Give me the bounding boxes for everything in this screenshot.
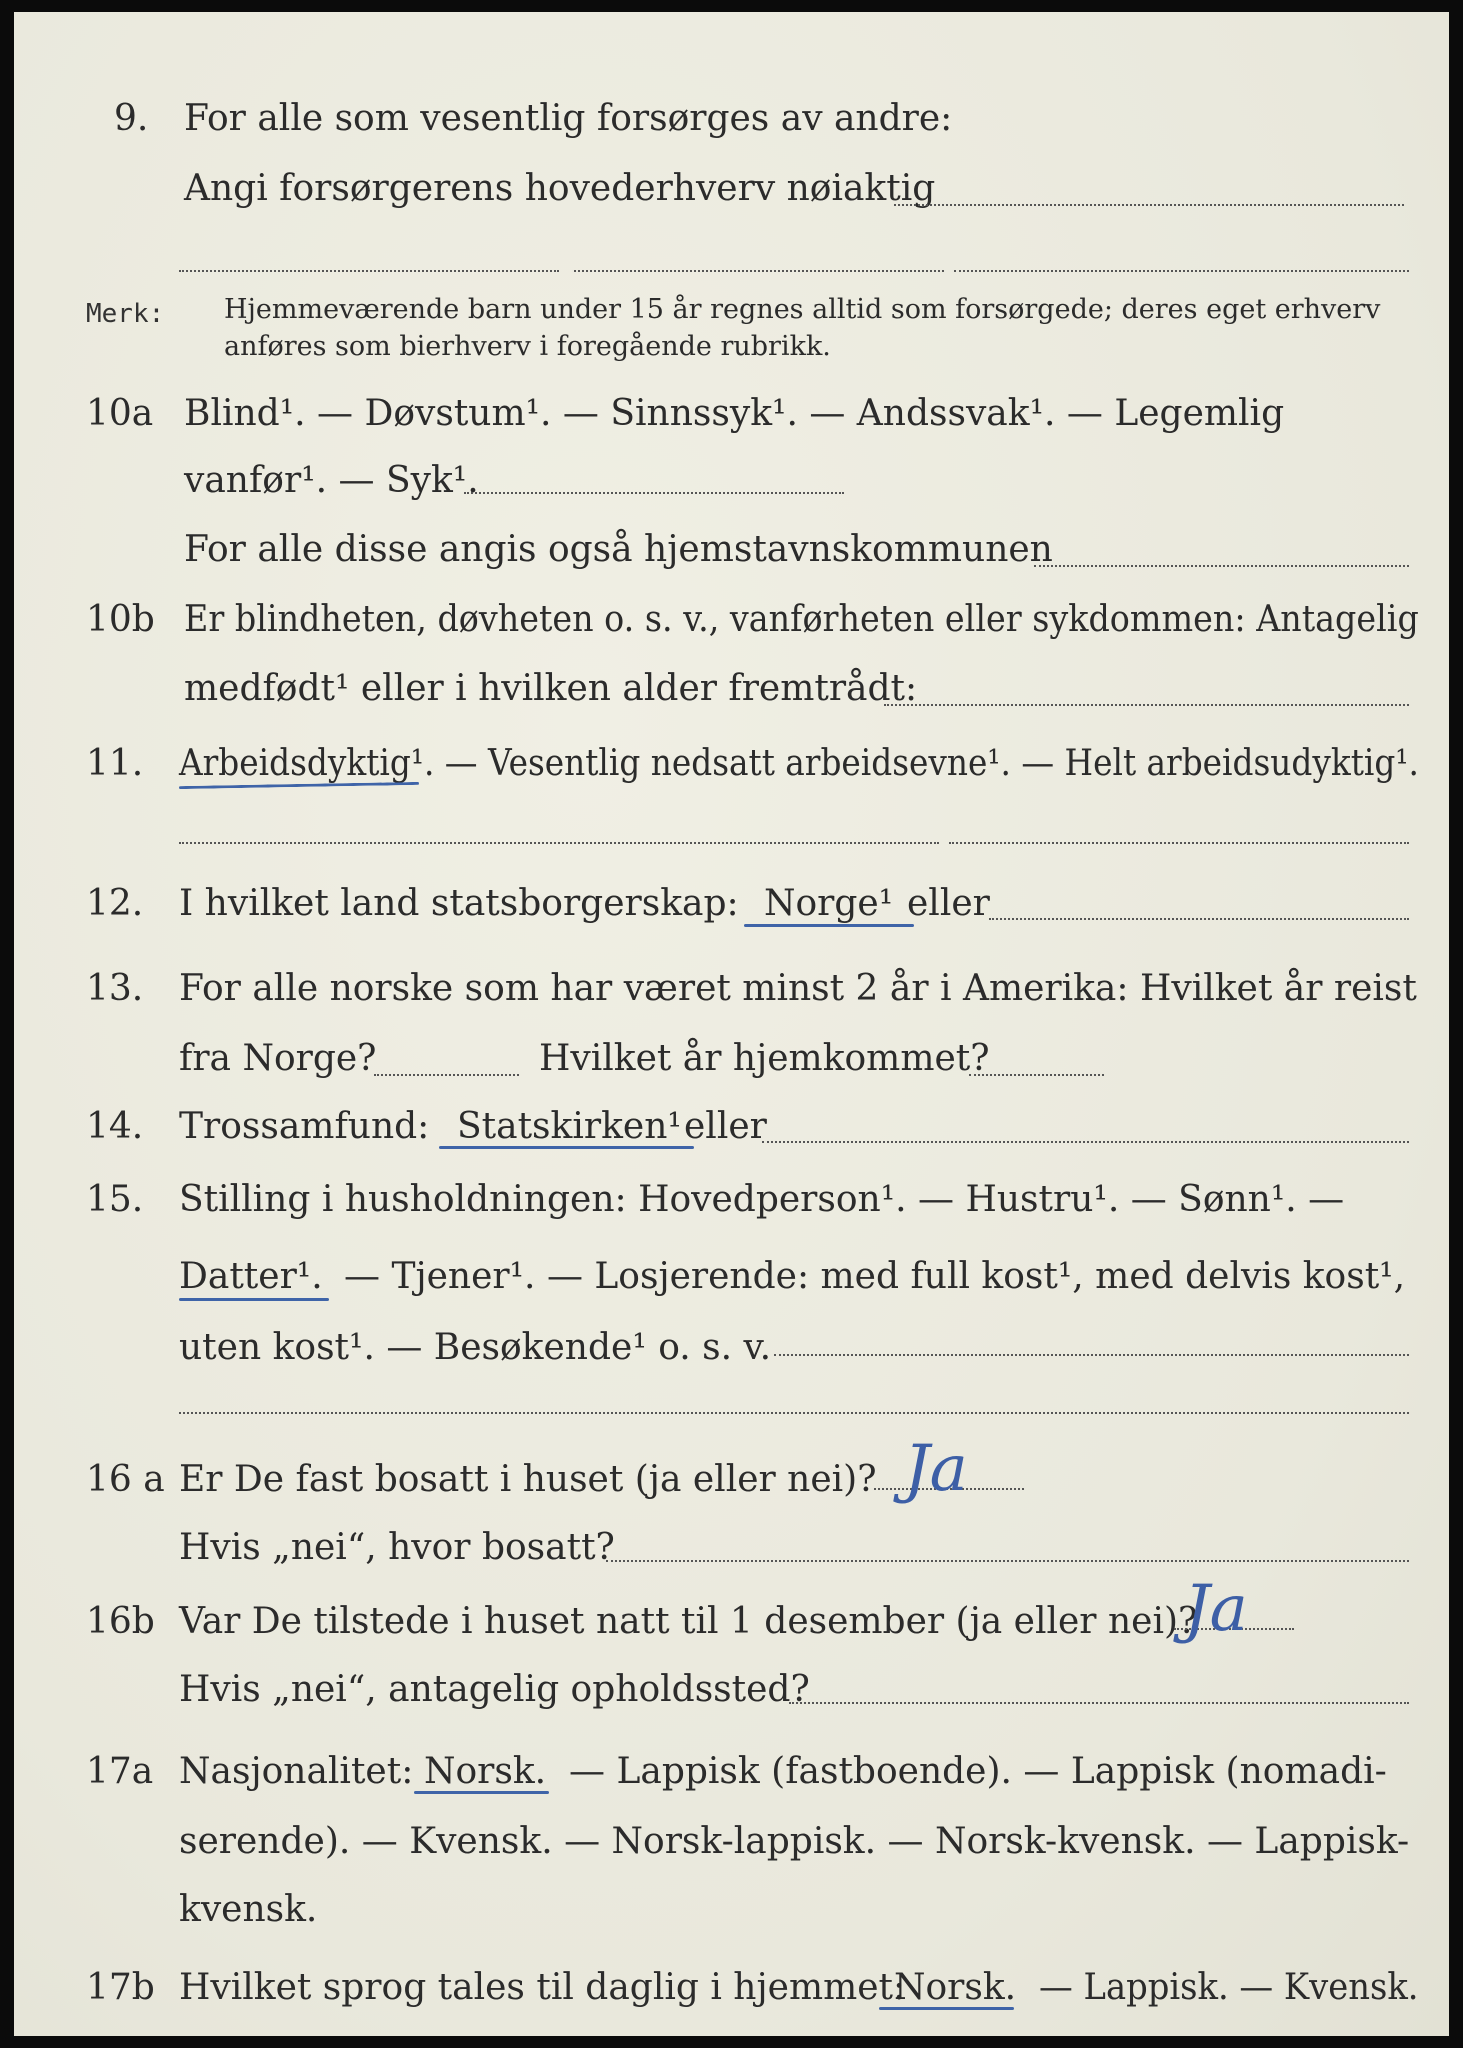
item-13-right-question: Hvilket år hjemkommet? <box>539 1038 990 1079</box>
item-17b-line: — Lappisk. — Kvensk. <box>1039 1967 1419 2008</box>
item-16a-line-1: Er De fast bosatt i huset (ja eller nei)? <box>179 1459 877 1500</box>
item-number-15: 15. <box>86 1179 144 1220</box>
note-line-2: anføres som bierhverv i foregående rubrikk. <box>224 331 831 362</box>
item-15-option-datter: Datter¹. <box>179 1256 323 1297</box>
item-10b-line-1: Er blindheten, døvheten o. s. v., vanførheten eller sykdommen: Antagelig <box>184 599 1419 640</box>
item-17a-line-2: serende). — Kvensk. — Norsk-lappisk. — Norsk-kvensk. — Lappisk- <box>179 1821 1410 1862</box>
item-16a-handwritten-answer: Ja <box>904 1432 968 1506</box>
item-number-9: 9. <box>114 98 149 139</box>
item-16a-residence-line <box>606 1560 1409 1562</box>
item-17a-answer-underline <box>414 1791 549 1794</box>
item-17a-line-1: — Lappisk (fastboende). — Lappisk (nomadi- <box>569 1751 1387 1792</box>
item-14-suffix: eller <box>684 1106 767 1147</box>
item-16a-line-2: Hvis „nei“, hvor bosatt? <box>179 1527 615 1568</box>
item-10a-line-1: Blind¹. — Døvstum¹. — Sinnssyk¹. — Andssvak¹. — Legemlig <box>184 393 1285 434</box>
note-label: Merk: <box>86 299 165 329</box>
item-15-line-1: Stilling i husholdningen: Hovedperson¹. — Hustru¹. — Sønn¹. — <box>179 1179 1345 1220</box>
item-13-departure-year-line <box>374 1074 519 1076</box>
item-14-prefix: Trossamfund: <box>179 1106 430 1147</box>
item-14-answer-underline <box>439 1146 694 1149</box>
item-number-12: 12. <box>86 883 144 924</box>
item-number-13: 13. <box>86 968 144 1009</box>
item-14-option-statskirken: Statskirken¹ <box>457 1106 682 1147</box>
item-9-blank-line-c <box>954 270 1409 272</box>
item-13-return-year-line <box>969 1074 1104 1076</box>
item-16b-location-line <box>789 1702 1409 1704</box>
item-17a-prefix: Nasjonalitet: <box>179 1751 414 1792</box>
item-16b-line-2: Hvis „nei“, antagelig opholdssted? <box>179 1669 810 1710</box>
item-11-option-rest: . — Vesentlig nedsatt arbeidsevne¹. — Helt arbeidsudyktig¹. <box>423 743 1419 784</box>
item-number-10b: 10b <box>86 599 155 640</box>
item-number-16a: 16 a <box>86 1459 165 1500</box>
item-13-line-1: For alle norske som har været minst 2 år i Amerika: Hvilket år reist <box>179 968 1417 1009</box>
item-15-blank-line <box>179 1412 1409 1414</box>
item-9-blank-line-b <box>574 270 944 272</box>
item-17b-prefix: Hvilket sprog tales til daglig i hjemmet: <box>179 1967 906 2008</box>
item-9-line-2: Angi forsørgerens hovederhverv nøiaktig <box>184 168 936 209</box>
item-11-options <box>179 742 1419 786</box>
item-10b-answer-line <box>884 704 1409 706</box>
item-17b-option-norsk: Norsk. <box>894 1967 1017 2008</box>
item-15-answer-line <box>774 1354 1409 1356</box>
item-12-answer-line <box>989 918 1409 920</box>
item-17a-option-norsk: Norsk. <box>424 1751 547 1792</box>
item-17a-line-3: kvensk. <box>179 1889 318 1930</box>
census-form-page <box>14 12 1449 2036</box>
item-14-answer-line <box>762 1141 1409 1143</box>
item-9-line-1: For alle som vesentlig forsørges av andre: <box>184 98 953 139</box>
item-11-blank-line-b <box>949 842 1409 844</box>
item-number-14: 14. <box>86 1106 144 1147</box>
item-10a-municipality-line <box>1034 565 1409 567</box>
item-10b-line-2: medfødt¹ eller i hvilken alder fremtrådt: <box>184 668 918 709</box>
item-10a-line-3: For alle disse angis også hjemstavnskommunen <box>184 529 1053 570</box>
item-12-option-norge: Norge¹ <box>764 883 894 924</box>
item-11-option-arbeidsdyktig: Arbeidsdyktig¹ <box>179 743 424 784</box>
item-10a-line-2: vanfør¹. — Syk¹. <box>184 460 479 501</box>
item-13-left-question: fra Norge? <box>179 1038 377 1079</box>
item-number-17a: 17a <box>86 1751 154 1792</box>
item-number-16b: 16b <box>86 1601 155 1642</box>
item-12-answer-underline <box>744 924 914 927</box>
item-16b-handwritten-answer: Ja <box>1184 1572 1248 1646</box>
item-11-blank-line-a <box>179 842 939 844</box>
item-number-11: 11. <box>86 743 144 784</box>
item-15-line-3: uten kost¹. — Besøkende¹ o. s. v. <box>179 1327 772 1368</box>
item-15-answer-underline <box>179 1298 329 1301</box>
item-17b-answer-underline <box>879 2007 1014 2010</box>
item-number-17b: 17b <box>86 1967 155 2008</box>
item-12-prefix: I hvilket land statsborgerskap: <box>179 883 739 924</box>
item-15-line-2: — Tjener¹. — Losjerende: med full kost¹, med delvis kost¹, <box>344 1256 1406 1297</box>
item-9-answer-line <box>894 204 1404 206</box>
item-16b-line-1: Var De tilstede i huset natt til 1 desember (ja eller nei)? <box>179 1601 1198 1642</box>
note-line-1: Hjemmeværende barn under 15 år regnes alltid som forsørgede; deres eget erhverv <box>224 294 1381 325</box>
item-number-10a: 10a <box>86 393 154 434</box>
item-9-blank-line-a <box>179 270 559 272</box>
item-12-suffix: eller <box>907 883 990 924</box>
item-10a-answer-line <box>464 492 844 494</box>
